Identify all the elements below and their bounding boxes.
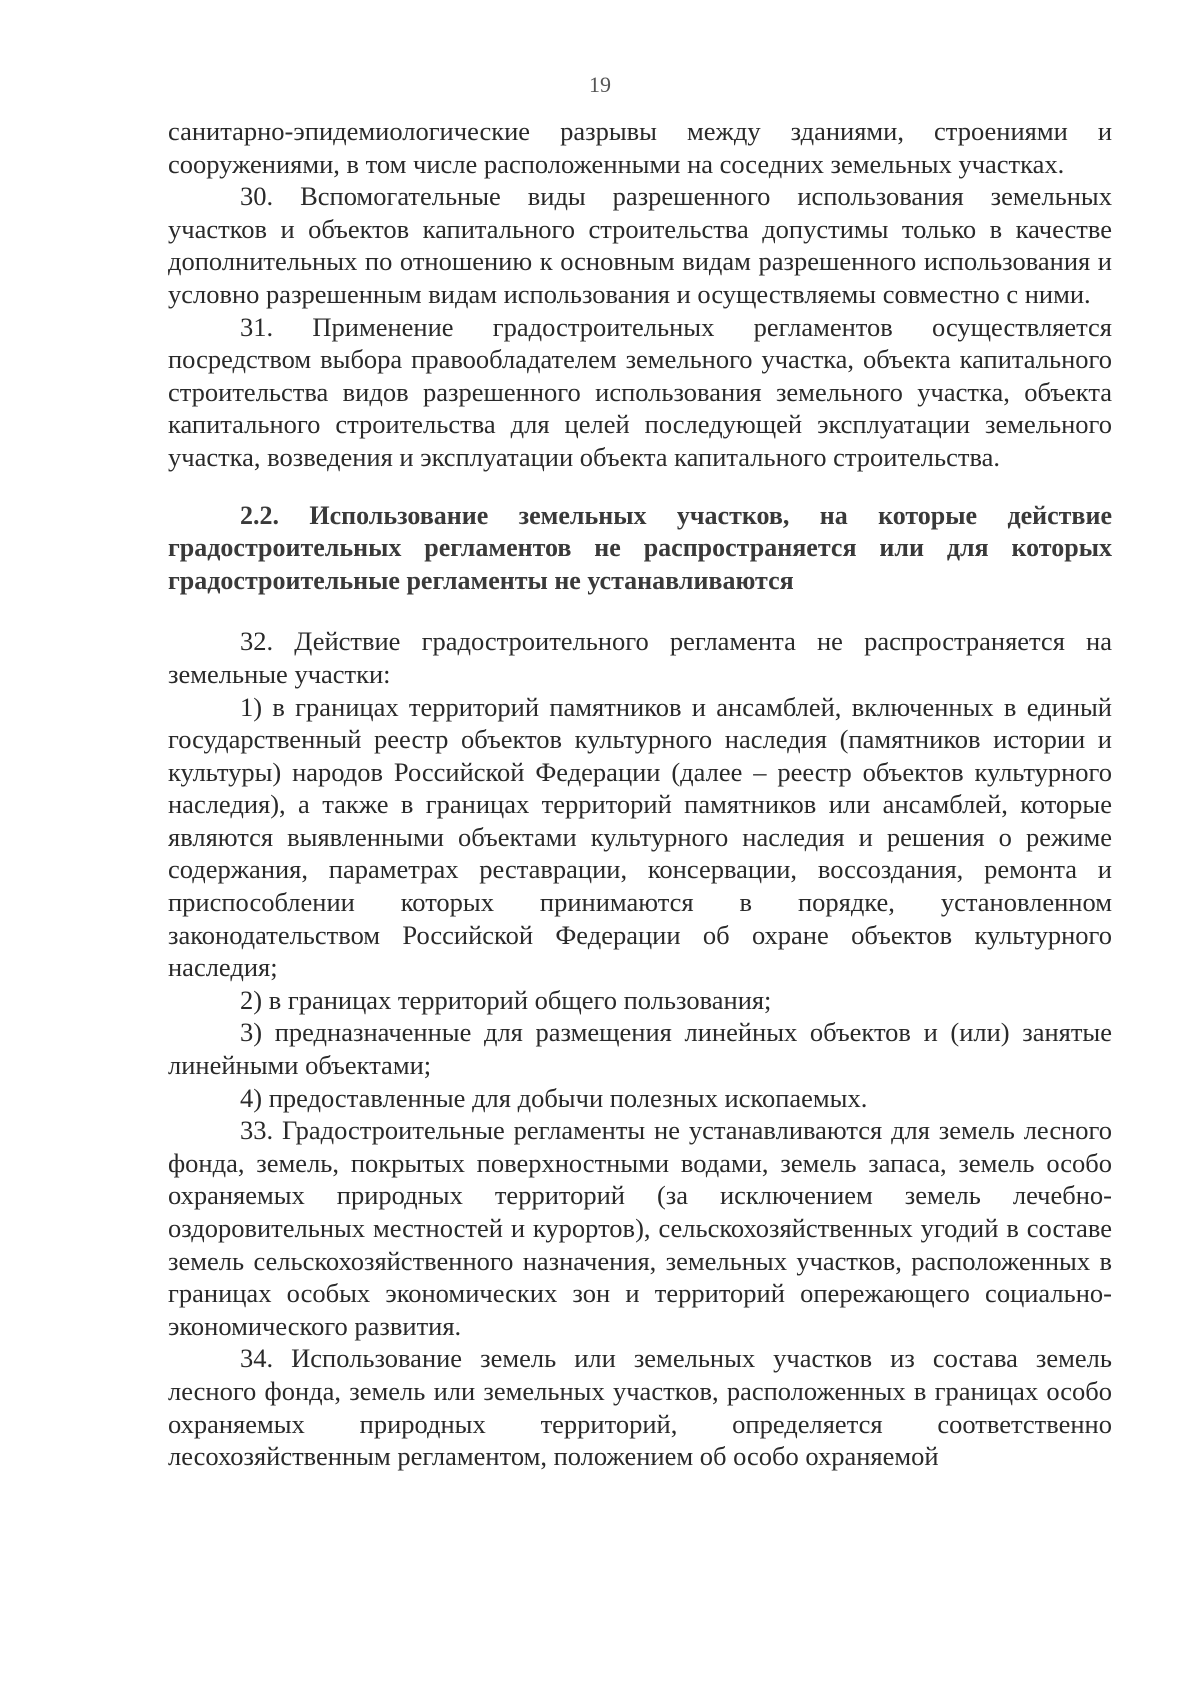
paragraph: 32. Действие градостроительного регламента не распространяется на земельные участки: [168,626,1112,689]
paragraph: 1) в границах территорий памятников и ансамблей, включенных в единый государственный реестр объектов культурного наследия (памятников истории и культуры) народов Российской Федерации (далее – реестр объектов культурного наследия), а также в границах территорий памятников или ансамблей, которые являются выявленными объектами культурного наследия и решения о режиме содержания, параметрах реставрации, консервации, воссоздания, ремонта и приспособлении которых принимаются в порядке, установленном законодательством Российской Федерации об охране объектов культурного наследия; [168,691,1112,983]
paragraph: 3) предназначенные для размещения линейных объектов и (или) занятые линейными объектами; [168,1017,1112,1081]
paragraphs-after-heading [168,625,1112,1472]
page-body [168,115,1112,1473]
paragraphs-before-heading [168,115,1112,474]
paragraph: 30. Вспомогательные виды разрешенного использования земельных участков и объектов капитального строительства допустимы только в качестве дополнительных по отношению к основным видам разрешенного использования и условно разрешенным видам использования и осуществляемы совместно с ними. [168,181,1112,309]
paragraph: 2) в границах территорий общего пользования; [240,984,772,1015]
paragraph: санитарно-эпидемиологические разрывы между зданиями, строениями и сооружениями, в том числе расположенными на соседних земельных участках. [168,116,1112,179]
paragraph: 33. Градостроительные регламенты не устанавливаются для земель лесного фонда, земель, покрытых поверхностными водами, земель запаса, земель особо охраняемых природных территорий (за исключением земель лечебно-оздоровительных местностей и курортов), сельскохозяйственных угодий в составе земель сельскохозяйственного назначения, земельных участков, расположенных в границах особых экономических зон и территорий опережающего социально-экономического развития. [168,1115,1112,1341]
paragraph: 31. Применение градостроительных регламентов осуществляется посредством выбора правообладателем земельного участка, объекта капитального строительства видов разрешенного использования земельного участка, объекта капитального строительства для целей последующей эксплуатации земельного участка, возведения и эксплуатации объекта капитального строительства. [168,311,1112,472]
paragraph: 4) предоставленные для добычи полезных ископаемых. [240,1082,868,1113]
page-number: 19 [589,72,611,97]
paragraph: 34. Использование земель или земельных участков из состава земель лесного фонда, земель или земельных участков, расположенных в границах особо охраняемых природных территорий, определяется соответственно лесохозяйственным регламентом, положением об особо охраняемой [168,1343,1112,1472]
section-heading: 2.2. Использование земельных участков, на которые действие градостроительных регламентов не распространяется или для которых градостроительные регламенты не устанавливаются [168,500,1112,595]
